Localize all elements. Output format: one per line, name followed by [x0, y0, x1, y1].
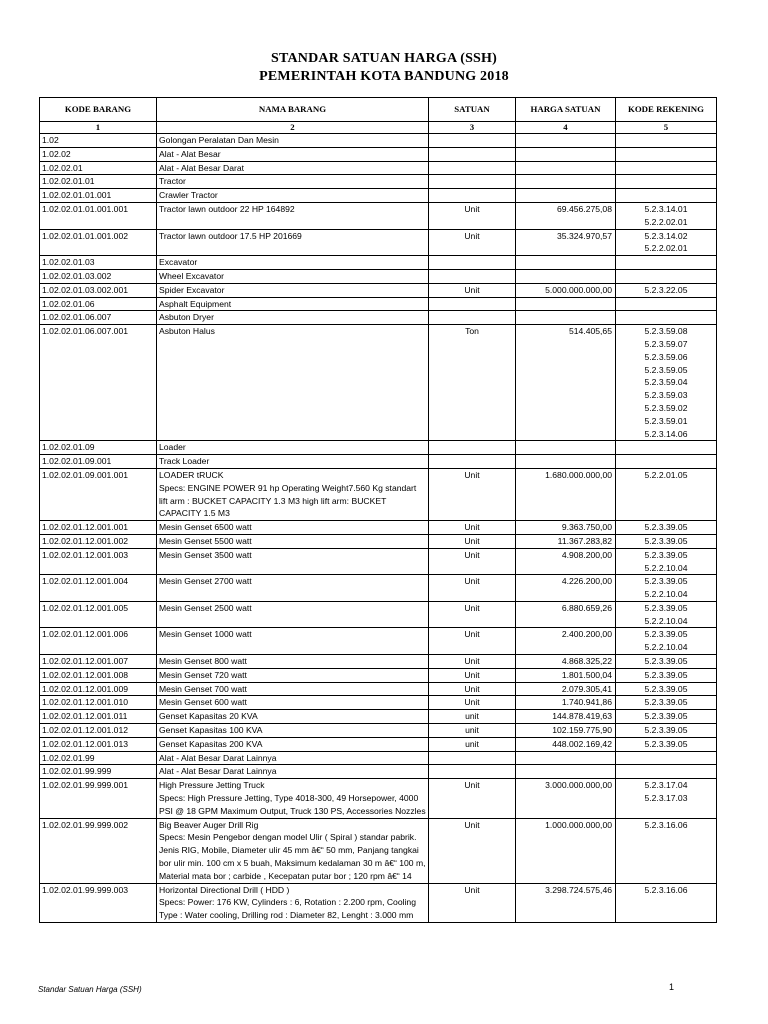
nama-barang-cell	[157, 696, 429, 710]
satuan-cell: Unit	[429, 534, 516, 548]
kode-rekening-cell	[616, 548, 717, 575]
nama-barang-text: Loader	[159, 442, 186, 453]
nama-barang-cell	[157, 655, 429, 669]
kode-barang-cell: 1.02.02.01.01.001.002	[40, 229, 157, 256]
table-row	[40, 737, 717, 751]
harga-satuan-cell: 2.400.200,00	[516, 628, 616, 655]
kode-rekening-cell	[616, 325, 717, 441]
table-row	[40, 682, 717, 696]
kode-barang-cell: 1.02.02	[40, 147, 157, 161]
harga-satuan-cell: 5.000.000.000,00	[516, 283, 616, 297]
kode-rekening-value: 5.2.3.22.05	[644, 284, 688, 295]
nama-barang-text: Asphalt Equipment	[159, 298, 232, 309]
nama-barang-text: Tractor	[159, 176, 186, 187]
nama-barang-text: Asbuton Dryer	[159, 312, 214, 323]
kode-rekening-value: 5.2.3.39.05	[644, 522, 688, 533]
nama-barang-cell	[157, 682, 429, 696]
satuan-cell: Unit	[429, 655, 516, 669]
kode-rekening-cell	[616, 682, 717, 696]
spec-text: Specs: ENGINE POWER 91 hp Operating Weight7.560 Kg standart lift arm : BUCKET CAPACITY 1.3 M3 high lift arm: BUCKET CAPACITY 1.5 M3	[159, 482, 417, 519]
harga-satuan-cell	[516, 175, 616, 189]
table-row	[40, 256, 717, 270]
kode-barang-cell: 1.02.02.01.06.007.001	[40, 325, 157, 441]
kode-rekening-cell	[616, 575, 717, 602]
table-row	[40, 441, 717, 455]
kode-rekening-cell	[616, 134, 717, 148]
satuan-cell: Unit	[429, 575, 516, 602]
satuan-cell: Unit	[429, 628, 516, 655]
nama-barang-text: Excavator	[159, 257, 198, 268]
header-nama-barang: NAMA BARANG	[157, 98, 429, 122]
satuan-cell	[429, 175, 516, 189]
nama-barang-text: Mesin Genset 800 watt	[159, 656, 247, 667]
kode-rekening-value: 5.2.3.39.05	[644, 535, 688, 546]
table-row	[40, 779, 717, 818]
kode-rekening-cell	[616, 229, 717, 256]
nama-barang-text: Tractor lawn outdoor 17.5 HP 201669	[159, 230, 302, 241]
nama-barang-cell	[157, 229, 429, 256]
kode-rekening-cell	[616, 189, 717, 203]
harga-satuan-cell: 35.324.970,57	[516, 229, 616, 256]
kode-rekening-cell	[616, 534, 717, 548]
satuan-cell	[429, 161, 516, 175]
kode-rekening-value: 5.2.3.17.04	[644, 780, 688, 791]
kode-rekening-value: 5.2.3.17.03	[644, 793, 688, 804]
nama-barang-text: Mesin Genset 2500 watt	[159, 602, 252, 613]
kode-rekening-value: 5.2.3.59.02	[644, 402, 688, 413]
nama-barang-text: Crawler Tractor	[159, 190, 218, 201]
page-number: 1	[669, 982, 675, 992]
header-number: 4	[516, 122, 616, 134]
kode-rekening-cell	[616, 724, 717, 738]
nama-barang-text: Alat - Alat Besar Darat Lainnya	[159, 752, 277, 763]
kode-barang-cell: 1.02.02.01.01	[40, 175, 157, 189]
kode-barang-cell: 1.02.02.01.01.001.001	[40, 202, 157, 229]
nama-barang-text: Asbuton Halus	[159, 326, 215, 337]
kode-rekening-cell	[616, 710, 717, 724]
harga-satuan-cell: 1.000.000.000,00	[516, 818, 616, 883]
spec-text: Specs: Power: 176 KW, Cylinders : 6, Rotation : 2.200 rpm, Cooling Type : Water cooling, Drilling rod : Diameter 82, Lenght : 3.000 mm	[159, 897, 416, 921]
table-row	[40, 696, 717, 710]
nama-barang-text: Mesin Genset 1000 watt	[159, 629, 252, 640]
nama-barang-cell	[157, 297, 429, 311]
harga-satuan-cell: 6.880.659,26	[516, 601, 616, 628]
kode-barang-cell: 1.02.02.01.12.001.011	[40, 710, 157, 724]
satuan-cell	[429, 765, 516, 779]
kode-rekening-value: 5.2.3.59.06	[644, 351, 688, 362]
kode-rekening-value: 5.2.2.10.04	[644, 642, 688, 653]
kode-rekening-value: 5.2.3.16.06	[644, 884, 688, 895]
harga-satuan-cell	[516, 161, 616, 175]
kode-rekening-cell	[616, 696, 717, 710]
kode-barang-cell: 1.02.02.01.12.001.001	[40, 521, 157, 535]
kode-rekening-value: 5.2.3.59.01	[644, 415, 688, 426]
satuan-cell	[429, 256, 516, 270]
kode-rekening-cell	[616, 202, 717, 229]
kode-rekening-value: 5.2.3.39.05	[644, 656, 688, 667]
satuan-cell	[429, 441, 516, 455]
harga-satuan-cell: 3.000.000.000,00	[516, 779, 616, 818]
harga-satuan-cell	[516, 134, 616, 148]
harga-satuan-cell: 4.908.200,00	[516, 548, 616, 575]
kode-barang-cell: 1.02	[40, 134, 157, 148]
table-row	[40, 269, 717, 283]
harga-satuan-cell: 514.405,65	[516, 325, 616, 441]
harga-satuan-cell	[516, 297, 616, 311]
satuan-cell: Unit	[429, 521, 516, 535]
harga-satuan-cell: 144.878.419,63	[516, 710, 616, 724]
satuan-cell: Unit	[429, 468, 516, 520]
harga-satuan-cell: 1.740.941,86	[516, 696, 616, 710]
harga-satuan-cell: 448.002.169,42	[516, 737, 616, 751]
kode-barang-cell: 1.02.02.01.09	[40, 441, 157, 455]
satuan-cell: Unit	[429, 696, 516, 710]
kode-rekening-cell	[616, 161, 717, 175]
table-row	[40, 521, 717, 535]
harga-satuan-cell: 4.226.200,00	[516, 575, 616, 602]
nama-barang-cell	[157, 818, 429, 883]
kode-barang-cell: 1.02.02.01.99.999.001	[40, 779, 157, 818]
table-row	[40, 175, 717, 189]
nama-barang-cell	[157, 737, 429, 751]
table-row	[40, 751, 717, 765]
nama-barang-cell	[157, 161, 429, 175]
nama-barang-cell	[157, 765, 429, 779]
kode-barang-cell: 1.02.02.01.12.001.012	[40, 724, 157, 738]
kode-rekening-value: 5.2.3.39.05	[644, 683, 688, 694]
table-row	[40, 724, 717, 738]
table-row	[40, 601, 717, 628]
satuan-cell: unit	[429, 724, 516, 738]
nama-barang-cell	[157, 468, 429, 520]
nama-barang-cell	[157, 548, 429, 575]
kode-barang-cell: 1.02.02.01.12.001.004	[40, 575, 157, 602]
kode-rekening-value: 5.2.3.39.05	[644, 725, 688, 736]
nama-barang-text: Horizontal Directional Drill ( HDD )	[159, 884, 290, 895]
kode-rekening-cell	[616, 256, 717, 270]
kode-barang-cell: 1.02.02.01.12.001.009	[40, 682, 157, 696]
satuan-cell	[429, 297, 516, 311]
kode-rekening-cell	[616, 765, 717, 779]
kode-rekening-cell	[616, 655, 717, 669]
kode-barang-cell: 1.02.02.01.12.001.006	[40, 628, 157, 655]
table-row	[40, 655, 717, 669]
table-row	[40, 229, 717, 256]
satuan-cell: Unit	[429, 682, 516, 696]
header-number: 3	[429, 122, 516, 134]
harga-satuan-cell: 3.298.724.575,46	[516, 883, 616, 922]
kode-rekening-cell	[616, 175, 717, 189]
table-row	[40, 818, 717, 883]
kode-barang-cell: 1.02.02.01.12.001.002	[40, 534, 157, 548]
nama-barang-cell	[157, 134, 429, 148]
nama-barang-text: Genset Kapasitas 100 KVA	[159, 725, 263, 736]
nama-barang-cell	[157, 455, 429, 469]
nama-barang-text: Mesin Genset 720 watt	[159, 669, 247, 680]
nama-barang-cell	[157, 534, 429, 548]
nama-barang-text: Big Beaver Auger Drill Rig	[159, 819, 259, 830]
document-title: STANDAR SATUAN HARGA (SSH)	[271, 51, 497, 66]
nama-barang-cell	[157, 575, 429, 602]
nama-barang-cell	[157, 779, 429, 818]
satuan-cell: Unit	[429, 548, 516, 575]
satuan-cell	[429, 269, 516, 283]
kode-rekening-cell	[616, 468, 717, 520]
kode-barang-cell: 1.02.02.01.03.002.001	[40, 283, 157, 297]
satuan-cell: Unit	[429, 283, 516, 297]
header-harga-satuan: HARGA SATUAN	[516, 98, 616, 122]
kode-rekening-cell	[616, 441, 717, 455]
nama-barang-cell	[157, 883, 429, 922]
nama-barang-cell	[157, 724, 429, 738]
kode-rekening-cell	[616, 779, 717, 818]
table-row	[40, 161, 717, 175]
table-row	[40, 297, 717, 311]
nama-barang-cell	[157, 175, 429, 189]
kode-rekening-cell	[616, 601, 717, 628]
table-row	[40, 883, 717, 922]
kode-rekening-value: 5.2.3.39.05	[644, 711, 688, 722]
nama-barang-cell	[157, 751, 429, 765]
kode-rekening-cell	[616, 147, 717, 161]
kode-rekening-cell	[616, 751, 717, 765]
kode-rekening-value: 5.2.2.10.04	[644, 589, 688, 600]
kode-barang-cell: 1.02.02.01.06.007	[40, 311, 157, 325]
nama-barang-text: Alat - Alat Besar Darat Lainnya	[159, 766, 277, 777]
nama-barang-cell	[157, 147, 429, 161]
table-body	[40, 134, 717, 923]
harga-satuan-cell	[516, 147, 616, 161]
nama-barang-text: Mesin Genset 5500 watt	[159, 535, 252, 546]
harga-satuan-cell: 69.456.275,08	[516, 202, 616, 229]
nama-barang-text: Spider Excavator	[159, 284, 225, 295]
nama-barang-text: Track Loader	[159, 456, 210, 467]
kode-barang-cell: 1.02.02.01.99.999.002	[40, 818, 157, 883]
satuan-cell: unit	[429, 710, 516, 724]
kode-rekening-value: 5.2.3.59.04	[644, 377, 688, 388]
satuan-cell	[429, 134, 516, 148]
harga-satuan-cell	[516, 189, 616, 203]
nama-barang-cell	[157, 441, 429, 455]
kode-barang-cell: 1.02.02.01.12.001.013	[40, 737, 157, 751]
table-row	[40, 283, 717, 297]
nama-barang-cell	[157, 256, 429, 270]
table-row	[40, 548, 717, 575]
kode-barang-cell: 1.02.02.01.99.999.003	[40, 883, 157, 922]
kode-rekening-value: 5.2.2.02.01	[644, 216, 688, 227]
kode-rekening-cell	[616, 269, 717, 283]
harga-satuan-cell	[516, 256, 616, 270]
kode-rekening-value: 5.2.3.39.05	[644, 602, 688, 613]
kode-barang-cell: 1.02.02.01.99	[40, 751, 157, 765]
harga-satuan-cell	[516, 751, 616, 765]
kode-rekening-value: 5.2.3.59.08	[644, 326, 688, 337]
kode-rekening-cell	[616, 628, 717, 655]
kode-rekening-value: 5.2.3.39.05	[644, 549, 688, 560]
kode-rekening-cell	[616, 818, 717, 883]
nama-barang-text: Alat - Alat Besar	[159, 148, 221, 159]
table-row	[40, 311, 717, 325]
kode-rekening-cell	[616, 883, 717, 922]
satuan-cell: Unit	[429, 202, 516, 229]
kode-rekening-cell	[616, 283, 717, 297]
harga-satuan-cell: 2.079.305,41	[516, 682, 616, 696]
table-row	[40, 765, 717, 779]
harga-satuan-cell	[516, 765, 616, 779]
harga-satuan-cell: 1.801.500,04	[516, 668, 616, 682]
nama-barang-cell	[157, 325, 429, 441]
nama-barang-text: Golongan Peralatan Dan Mesin	[159, 135, 279, 145]
nama-barang-text: Mesin Genset 600 watt	[159, 697, 247, 708]
harga-satuan-cell: 1.680.000.000,00	[516, 468, 616, 520]
kode-rekening-value: 5.2.3.14.02	[644, 230, 688, 241]
kode-barang-cell: 1.02.02.01.01.001	[40, 189, 157, 203]
nama-barang-text: Mesin Genset 3500 watt	[159, 549, 252, 560]
kode-barang-cell: 1.02.02.01.12.001.010	[40, 696, 157, 710]
kode-rekening-cell	[616, 311, 717, 325]
nama-barang-cell	[157, 311, 429, 325]
nama-barang-text: Alat - Alat Besar Darat	[159, 162, 245, 173]
header-satuan: SATUAN	[429, 98, 516, 122]
kode-rekening-value: 5.2.3.59.03	[644, 390, 688, 401]
nama-barang-text: High Pressure Jetting Truck	[159, 780, 265, 791]
satuan-cell: Ton	[429, 325, 516, 441]
satuan-cell: Unit	[429, 883, 516, 922]
table-row	[40, 202, 717, 229]
nama-barang-cell	[157, 269, 429, 283]
nama-barang-cell	[157, 189, 429, 203]
satuan-cell	[429, 311, 516, 325]
harga-satuan-cell	[516, 311, 616, 325]
nama-barang-cell	[157, 601, 429, 628]
kode-barang-cell: 1.02.02.01.09.001.001	[40, 468, 157, 520]
kode-rekening-cell	[616, 668, 717, 682]
nama-barang-text: Tractor lawn outdoor 22 HP 164892	[159, 203, 295, 214]
table-row	[40, 147, 717, 161]
spec-text: Specs: High Pressure Jetting, Type 4018-300, 49 Horsepower, 4000 PSI @ 18 GPM Maximum Output, Truck 130 PS, Accessories Nozzles	[159, 793, 426, 816]
table-row	[40, 668, 717, 682]
kode-rekening-value: 5.2.2.10.04	[644, 615, 688, 626]
kode-barang-cell: 1.02.02.01.99.999	[40, 765, 157, 779]
nama-barang-text: Mesin Genset 2700 watt	[159, 576, 252, 587]
table-row	[40, 468, 717, 520]
kode-rekening-value: 5.2.3.39.05	[644, 629, 688, 640]
satuan-cell	[429, 189, 516, 203]
header-number: 2	[157, 122, 429, 134]
table-row	[40, 455, 717, 469]
table-row	[40, 575, 717, 602]
kode-rekening-value: 5.2.2.02.01	[644, 243, 688, 254]
kode-barang-cell: 1.02.02.01.12.001.008	[40, 668, 157, 682]
kode-rekening-value: 5.2.3.14.06	[644, 428, 688, 439]
harga-satuan-cell: 102.159.775,90	[516, 724, 616, 738]
nama-barang-cell	[157, 521, 429, 535]
harga-satuan-cell: 11.367.283,82	[516, 534, 616, 548]
header-number: 1	[40, 122, 157, 134]
nama-barang-cell	[157, 628, 429, 655]
kode-rekening-cell	[616, 521, 717, 535]
satuan-cell: Unit	[429, 229, 516, 256]
kode-rekening-cell	[616, 455, 717, 469]
satuan-cell	[429, 455, 516, 469]
table-row	[40, 189, 717, 203]
kode-barang-cell: 1.02.02.01.12.001.003	[40, 548, 157, 575]
kode-rekening-value: 5.2.3.59.07	[644, 338, 688, 349]
kode-rekening-value: 5.2.3.39.05	[644, 669, 688, 680]
nama-barang-cell	[157, 710, 429, 724]
satuan-cell: Unit	[429, 818, 516, 883]
nama-barang-text: Mesin Genset 700 watt	[159, 683, 247, 694]
kode-barang-cell: 1.02.02.01.12.001.007	[40, 655, 157, 669]
kode-rekening-value: 5.2.3.39.05	[644, 697, 688, 708]
kode-rekening-value: 5.2.2.10.04	[644, 562, 688, 573]
nama-barang-text: Genset Kapasitas 200 KVA	[159, 738, 263, 749]
harga-satuan-cell: 4.868.325,22	[516, 655, 616, 669]
kode-barang-cell: 1.02.02.01.03.002	[40, 269, 157, 283]
nama-barang-text: Mesin Genset 6500 watt	[159, 522, 252, 533]
nama-barang-text: LOADER tRUCK	[159, 469, 224, 480]
nama-barang-cell	[157, 283, 429, 297]
harga-satuan-cell	[516, 441, 616, 455]
kode-barang-cell: 1.02.02.01.06	[40, 297, 157, 311]
footer-label: Standar Satuan Harga (SSH)	[38, 985, 142, 994]
table-row	[40, 628, 717, 655]
table-row	[40, 710, 717, 724]
kode-rekening-cell	[616, 737, 717, 751]
nama-barang-text: Wheel Excavator	[159, 270, 224, 281]
harga-satuan-cell: 9.363.750,00	[516, 521, 616, 535]
spec-text: Specs: Mesin Pengebor dengan model Ulir ( Spiral ) standar pabrik. Jenis RIG, Mobile, Diameter ulir 45 mm â€“ 50 mm, Panjang tangkai bor ulir min. 100 cm x 5 buah, Maksimum kedalaman 30 m â€“ 100 m, Material mata bor ; carbide , Kecepatan putar bor ; 120 rpm â€“ 14	[159, 832, 426, 881]
harga-satuan-cell	[516, 455, 616, 469]
kode-barang-cell: 1.02.02.01.09.001	[40, 455, 157, 469]
nama-barang-cell	[157, 202, 429, 229]
kode-barang-cell: 1.02.02.01	[40, 161, 157, 175]
kode-rekening-value: 5.2.3.39.05	[644, 738, 688, 749]
satuan-cell: Unit	[429, 779, 516, 818]
ssh-table	[39, 97, 717, 923]
harga-satuan-cell	[516, 269, 616, 283]
nama-barang-cell	[157, 668, 429, 682]
satuan-cell: unit	[429, 737, 516, 751]
satuan-cell	[429, 751, 516, 765]
header-kode-barang: KODE BARANG	[40, 98, 157, 122]
kode-rekening-value: 5.2.3.16.06	[644, 819, 688, 830]
kode-rekening-value: 5.2.2.01.05	[644, 469, 688, 480]
document-subtitle: PEMERINTAH KOTA BANDUNG 2018	[259, 69, 509, 84]
satuan-cell: Unit	[429, 601, 516, 628]
kode-barang-cell: 1.02.02.01.12.001.005	[40, 601, 157, 628]
header-number: 5	[616, 122, 717, 134]
satuan-cell: Unit	[429, 668, 516, 682]
kode-barang-cell: 1.02.02.01.03	[40, 256, 157, 270]
table-row	[40, 534, 717, 548]
kode-rekening-cell	[616, 297, 717, 311]
nama-barang-text: Genset Kapasitas 20 KVA	[159, 711, 258, 722]
table-row	[40, 325, 717, 441]
table-row	[40, 134, 717, 148]
header-kode-rekening: KODE REKENING	[616, 98, 717, 122]
kode-rekening-value: 5.2.3.39.05	[644, 576, 688, 587]
kode-rekening-value: 5.2.3.59.05	[644, 364, 688, 375]
satuan-cell	[429, 147, 516, 161]
kode-rekening-value: 5.2.3.14.01	[644, 203, 688, 214]
